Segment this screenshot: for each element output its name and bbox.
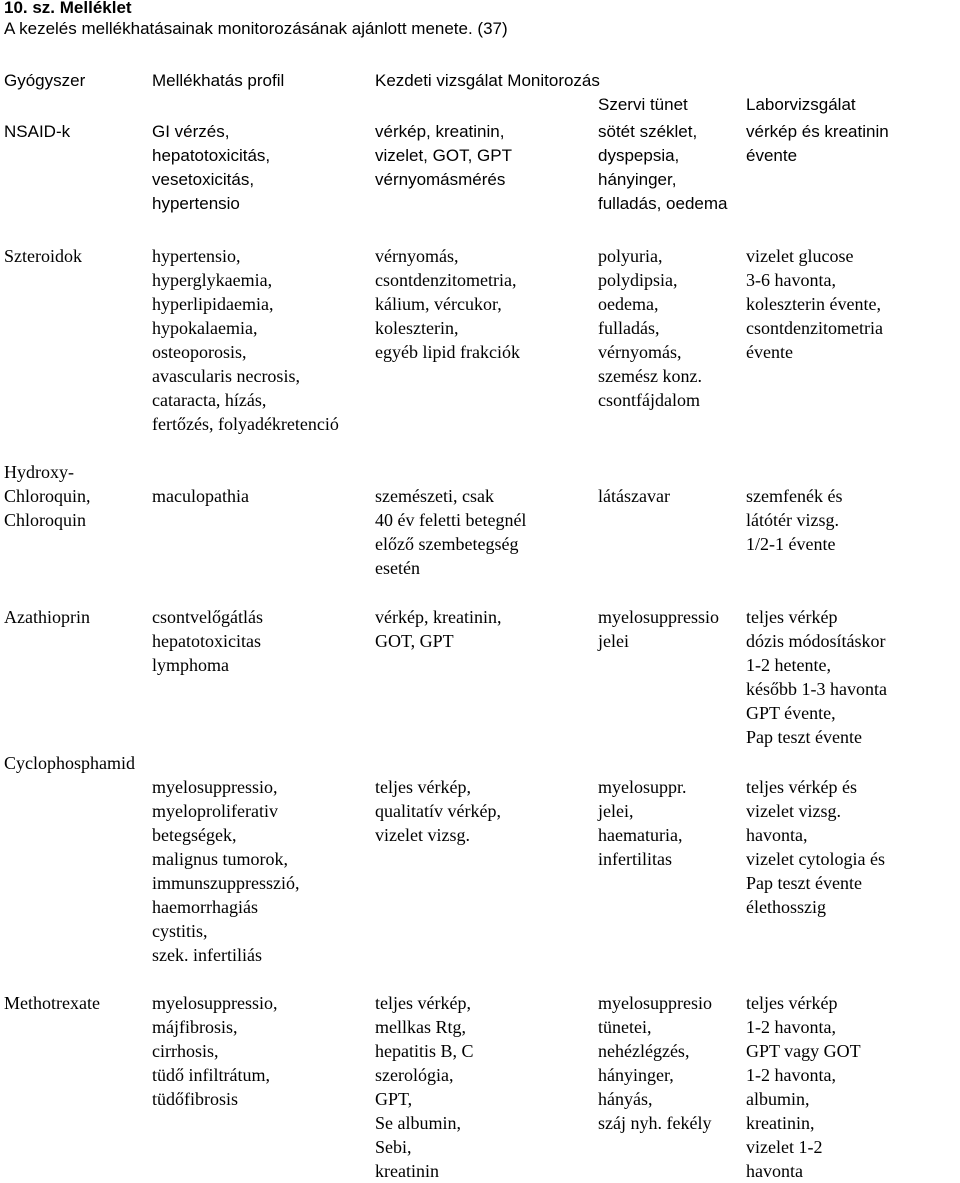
drug-line: Chloroquin xyxy=(4,510,87,530)
side-effect-line: immunszuppresszió, xyxy=(152,873,300,893)
side-effect-line: hepatotoxicitas xyxy=(152,631,261,651)
initial-exam-cell xyxy=(375,775,501,847)
side-effect-line: avascularis necrosis, xyxy=(152,366,300,386)
initial-exam-line: csontdenzitometria, xyxy=(375,270,517,290)
side-effect-line: GI vérzés, xyxy=(152,122,230,141)
side-effect-line: betegségek, xyxy=(152,825,237,845)
lab-line: 3-6 havonta, xyxy=(746,270,836,290)
drug-cell xyxy=(4,751,135,775)
initial-exam-line: Sebi, xyxy=(375,1137,412,1157)
symptom-line: csontfájdalom xyxy=(598,390,700,410)
symptoms-cell xyxy=(598,605,719,653)
side-effect-line: hypokalaemia, xyxy=(152,318,258,338)
symptoms-cell xyxy=(598,991,712,1135)
symptom-line: száj nyh. fekély xyxy=(598,1113,712,1133)
lab-line: koleszterin évente, xyxy=(746,294,881,314)
symptom-line: myelosuppr. xyxy=(598,777,687,797)
initial-exam-line: szemészeti, csak xyxy=(375,486,494,506)
drug-cell xyxy=(4,460,91,532)
initial-exam-line: esetén xyxy=(375,558,420,578)
initial-exam-line: vérkép, kreatinin, xyxy=(375,607,502,627)
side-effect-line: myelosuppressio, xyxy=(152,993,278,1013)
side-effect-line: maculopathia xyxy=(152,486,249,506)
drug-line: Chloroquin, xyxy=(4,486,91,506)
initial-exam-cell xyxy=(375,991,474,1183)
initial-exam-line: GOT, GPT xyxy=(375,631,454,651)
lab-line: évente xyxy=(746,146,798,165)
lab-line: GPT évente, xyxy=(746,703,836,723)
initial-exam-line: koleszterin, xyxy=(375,318,459,338)
side-effect-line: cystitis, xyxy=(152,921,208,941)
side-effect-line: fertőzés, folyadékretenció xyxy=(152,414,339,434)
document-subtitle: A kezelés mellékhatásainak monitorozásának ajánlott menete. (37) xyxy=(4,19,508,38)
symptoms-cell xyxy=(598,775,687,871)
initial-exam-cell xyxy=(375,244,520,364)
initial-exam-line: hepatitis B, C xyxy=(375,1041,474,1061)
symptom-line: vérnyomás, xyxy=(598,342,682,362)
side-effect-line: malignus tumorok, xyxy=(152,849,288,869)
initial-exam-line: egyéb lipid frakciók xyxy=(375,342,520,362)
symptoms-cell xyxy=(598,244,702,412)
lab-line: szemfenék és xyxy=(746,486,843,506)
symptom-line: látászavar xyxy=(598,486,670,506)
drug-cell xyxy=(4,991,100,1015)
drug-cell xyxy=(4,120,70,144)
symptom-line: szemész konz. xyxy=(598,366,702,386)
drug-line: Hydroxy- xyxy=(4,462,74,482)
lab-line: havonta xyxy=(746,1161,803,1181)
lab-cell xyxy=(746,484,842,556)
symptom-line: jelei xyxy=(598,631,629,651)
column-header-side-effect-profile: Mellékhatás profil xyxy=(152,71,285,90)
symptom-line: hányás, xyxy=(598,1089,653,1109)
lab-cell xyxy=(746,991,861,1183)
side-effect-line: hypertensio xyxy=(152,194,240,213)
lab-line: csontdenzitometria xyxy=(746,318,883,338)
lab-cell xyxy=(746,120,889,168)
side-effect-line: májfibrosis, xyxy=(152,1017,238,1037)
initial-exam-line: vérnyomásmérés xyxy=(375,170,506,189)
initial-exam-line: vérnyomás, xyxy=(375,246,459,266)
initial-exam-line: vizelet vizsg. xyxy=(375,825,470,845)
side-effect-line: hyperlipidaemia, xyxy=(152,294,274,314)
side-effect-line: myelosuppressio, xyxy=(152,777,278,797)
lab-line: dózis módosításkor xyxy=(746,631,886,651)
side-effects-cell xyxy=(152,244,339,436)
side-effect-line: szek. infertiliás xyxy=(152,945,262,965)
side-effect-line: cataracta, hízás, xyxy=(152,390,267,410)
lab-cell xyxy=(746,605,887,749)
side-effect-line: vesetoxicitás, xyxy=(152,170,255,189)
initial-exam-cell xyxy=(375,484,526,580)
lab-line: élethosszig xyxy=(746,897,826,917)
drug-cell xyxy=(4,244,82,268)
lab-cell xyxy=(746,244,883,364)
lab-line: vizelet cytologia és xyxy=(746,849,885,869)
lab-line: teljes vérkép és xyxy=(746,777,857,797)
side-effects-cell xyxy=(152,484,249,508)
side-effects-cell xyxy=(152,775,299,967)
side-effects-cell xyxy=(152,991,278,1111)
symptom-line: haematuria, xyxy=(598,825,683,845)
symptom-line: infertilitas xyxy=(598,849,672,869)
symptoms-cell xyxy=(598,120,727,216)
initial-exam-line: kálium, vércukor, xyxy=(375,294,502,314)
column-header-initial-exam-monitoring: Kezdeti vizsgálat Monitorozás xyxy=(375,71,600,90)
initial-exam-line: qualitatív vérkép, xyxy=(375,801,501,821)
symptom-line: dyspepsia, xyxy=(598,146,680,165)
side-effect-line: tüdő infiltrátum, xyxy=(152,1065,270,1085)
lab-line: vizelet 1-2 xyxy=(746,1137,823,1157)
symptom-line: nehézlégzés, xyxy=(598,1041,690,1061)
lab-line: vizelet glucose xyxy=(746,246,854,266)
symptom-line: polydipsia, xyxy=(598,270,678,290)
initial-exam-line: vérkép, kreatinin, xyxy=(375,122,505,141)
initial-exam-line: kreatinin xyxy=(375,1161,439,1181)
lab-line: vizelet vizsg. xyxy=(746,801,841,821)
symptom-line: fulladás, oedema xyxy=(598,194,728,213)
lab-line: 1-2 havonta, xyxy=(746,1065,836,1085)
lab-line: 1-2 hetente, xyxy=(746,655,831,675)
side-effect-line: cirrhosis, xyxy=(152,1041,219,1061)
initial-exam-cell xyxy=(375,120,512,192)
side-effect-line: tüdőfibrosis xyxy=(152,1089,239,1109)
symptom-line: jelei, xyxy=(598,801,634,821)
lab-line: GPT vagy GOT xyxy=(746,1041,861,1061)
lab-line: vérkép és kreatinin xyxy=(746,122,889,141)
lab-line: 1-2 havonta, xyxy=(746,1017,836,1037)
symptoms-cell xyxy=(598,484,670,508)
symptom-line: hányinger, xyxy=(598,170,677,189)
side-effect-line: lymphoma xyxy=(152,655,229,675)
initial-exam-line: előző szembetegség xyxy=(375,534,519,554)
drug-line: NSAID-k xyxy=(4,122,71,141)
lab-line: teljes vérkép xyxy=(746,993,838,1013)
column-header-organ-symptom: Szervi tünet xyxy=(598,95,688,114)
side-effect-line: hyperglykaemia, xyxy=(152,270,273,290)
lab-line: 1/2-1 évente xyxy=(746,534,836,554)
side-effect-line: csontvelőgátlás xyxy=(152,607,263,627)
symptom-line: fulladás, xyxy=(598,318,660,338)
drug-cell xyxy=(4,605,90,629)
initial-exam-line: 40 év feletti betegnél xyxy=(375,510,527,530)
lab-line: albumin, xyxy=(746,1089,810,1109)
drug-line: Methotrexate xyxy=(4,993,100,1013)
symptom-line: myelosuppresio xyxy=(598,993,712,1013)
symptom-line: tünetei, xyxy=(598,1017,652,1037)
symptom-line: sötét széklet, xyxy=(598,122,698,141)
initial-exam-line: Se albumin, xyxy=(375,1113,461,1133)
initial-exam-line: GPT, xyxy=(375,1089,413,1109)
lab-line: teljes vérkép xyxy=(746,607,838,627)
side-effect-line: hepatotoxicitás, xyxy=(152,146,271,165)
side-effects-cell xyxy=(152,120,270,216)
initial-exam-line: teljes vérkép, xyxy=(375,777,471,797)
side-effects-cell xyxy=(152,605,263,677)
side-effect-line: haemorrhagiás xyxy=(152,897,258,917)
drug-line: Cyclophosphamid xyxy=(4,753,135,773)
lab-line: később 1-3 havonta xyxy=(746,679,887,699)
lab-line: Pap teszt évente xyxy=(746,727,862,747)
initial-exam-cell xyxy=(375,605,501,653)
side-effect-line: osteoporosis, xyxy=(152,342,247,362)
column-header-drug: Gyógyszer xyxy=(4,71,86,90)
initial-exam-line: teljes vérkép, xyxy=(375,993,471,1013)
symptom-line: hányinger, xyxy=(598,1065,674,1085)
symptom-line: polyuria, xyxy=(598,246,663,266)
initial-exam-line: mellkas Rtg, xyxy=(375,1017,466,1037)
side-effect-line: myeloproliferativ xyxy=(152,801,278,821)
drug-line: Azathioprin xyxy=(4,607,90,627)
lab-line: havonta, xyxy=(746,825,808,845)
column-header-lab-exam: Laborvizsgálat xyxy=(746,95,856,114)
initial-exam-line: vizelet, GOT, GPT xyxy=(375,146,512,165)
side-effect-line: hypertensio, xyxy=(152,246,241,266)
lab-line: Pap teszt évente xyxy=(746,873,862,893)
lab-cell xyxy=(746,775,885,919)
lab-line: kreatinin, xyxy=(746,1113,815,1133)
document-title: 10. sz. Melléklet xyxy=(4,0,132,17)
initial-exam-line: szerológia, xyxy=(375,1065,454,1085)
lab-line: látótér vizsg. xyxy=(746,510,839,530)
lab-line: évente xyxy=(746,342,793,362)
symptom-line: oedema, xyxy=(598,294,659,314)
symptom-line: myelosuppressio xyxy=(598,607,719,627)
drug-line: Szteroidok xyxy=(4,246,82,266)
